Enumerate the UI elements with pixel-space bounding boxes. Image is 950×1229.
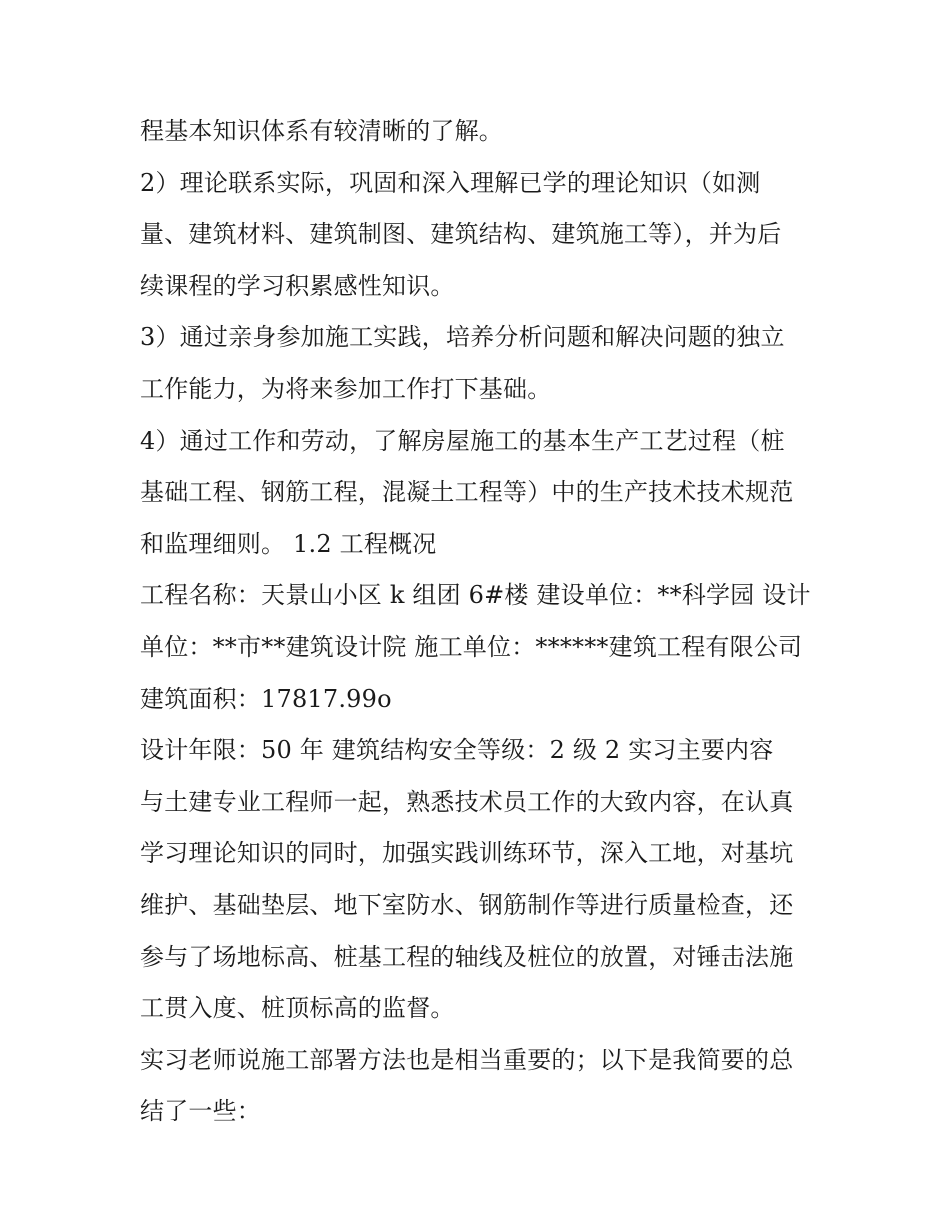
text-line: 实习老师说施工部署方法也是相当重要的；以下是我简要的总 xyxy=(140,1045,794,1074)
text-line: 基础工程、钢筋工程，混凝土工程等）中的生产技术技术规范 xyxy=(140,478,794,507)
text-line: 单位：**市**建筑设计院 施工单位：******建筑工程有限公司 xyxy=(140,632,803,661)
text-line: 参与了场地标高、桩基工程的轴线及桩位的放置，对锤击法施 xyxy=(140,942,794,971)
text-line: 工程名称：天景山小区 k 组团 6#楼 建设单位：**科学园 设计 xyxy=(140,581,811,610)
text-line: 3）通过亲身参加施工实践，培养分析问题和解决问题的独立 xyxy=(140,323,785,352)
text-line: 续课程的学习积累感性知识。 xyxy=(140,271,455,300)
text-line: 工作能力，为将来参加工作打下基础。 xyxy=(140,374,552,403)
text-line: 程基本知识体系有较清晰的了解。 xyxy=(140,117,503,145)
text-line: 4）通过工作和劳动，了解房屋施工的基本生产工艺过程（桩 xyxy=(140,426,785,455)
text-line: 2）理论联系实际，巩固和深入理解已学的理论知识（如测 xyxy=(140,168,761,197)
text-line: 建筑面积：17817.99o xyxy=(140,684,392,713)
text-line: 和监理细则。 1.2 工程概况 xyxy=(140,529,437,558)
document-body xyxy=(140,106,830,1138)
text-line: 工贯入度、桩顶标高的监督。 xyxy=(140,994,455,1023)
text-line: 量、建筑材料、建筑制图、建筑结构、建筑施工等），并为后 xyxy=(140,220,782,249)
text-line: 设计年限：50 年 建筑结构安全等级：2 级 2 实习主要内容 xyxy=(140,736,774,765)
text-line: 与土建专业工程师一起，熟悉技术员工作的大致内容，在认真 xyxy=(140,787,794,816)
text-line: 结了一些： xyxy=(140,1097,261,1126)
text-line: 维护、基础垫层、地下室防水、钢筋制作等进行质量检查，还 xyxy=(140,890,794,919)
text-line: 学习理论知识的同时，加强实践训练环节，深入工地，对基坑 xyxy=(140,839,794,868)
